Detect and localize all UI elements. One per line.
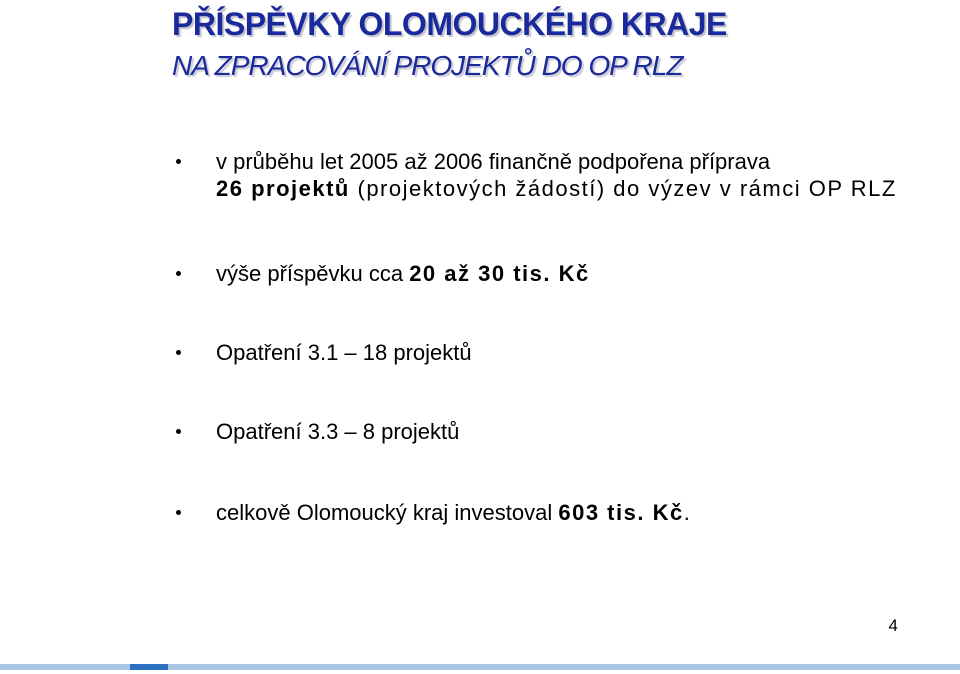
bullet-dot-icon (176, 510, 181, 515)
bullet-dot-icon (176, 271, 181, 276)
bullet-item-preparation (176, 148, 906, 202)
bullet-text: celkově Olomoucký kraj investoval (216, 500, 559, 525)
slide-subtitle: NA ZPRACOVÁNÍ PROJEKTŮ DO OP RLZ (172, 50, 683, 81)
bullet-item-contribution (176, 260, 906, 287)
bullet-text: . (683, 500, 690, 525)
bullet-bold-text: 20 až 30 tis. Kč (409, 261, 590, 286)
bullet-item-measure-3-1 (176, 339, 906, 366)
bullet-text: (projektových žádostí) do výzev v rámci OP RLZ (349, 176, 897, 201)
bullet-text: v průběhu let 2005 až 2006 finančně podpořena příprava (216, 149, 771, 174)
bullet-list (176, 148, 906, 526)
bullet-bold-text: 603 tis. Kč (558, 500, 684, 525)
bullet-dot-icon (176, 159, 181, 164)
bullet-bold-text: 26 projektů (216, 176, 350, 201)
slide-title: PŘÍSPĚVKY OLOMOUCKÉHO KRAJE (172, 6, 727, 42)
footer-band-segment (0, 664, 130, 670)
bullet-text: výše příspěvku cca (216, 261, 410, 286)
footer-band-segment (130, 664, 168, 670)
bullet-dot-icon (176, 350, 181, 355)
bullet-item-total (176, 499, 906, 526)
page-number: 4 (888, 616, 898, 635)
footer-band-segment (168, 664, 960, 670)
bullet-item-measure-3-3 (176, 418, 906, 445)
bullet-dot-icon (176, 429, 181, 434)
bullet-text: Opatření 3.1 – 18 projektů (216, 340, 472, 365)
footer-band (0, 664, 960, 670)
bullet-text: Opatření 3.3 – 8 projektů (216, 419, 460, 444)
